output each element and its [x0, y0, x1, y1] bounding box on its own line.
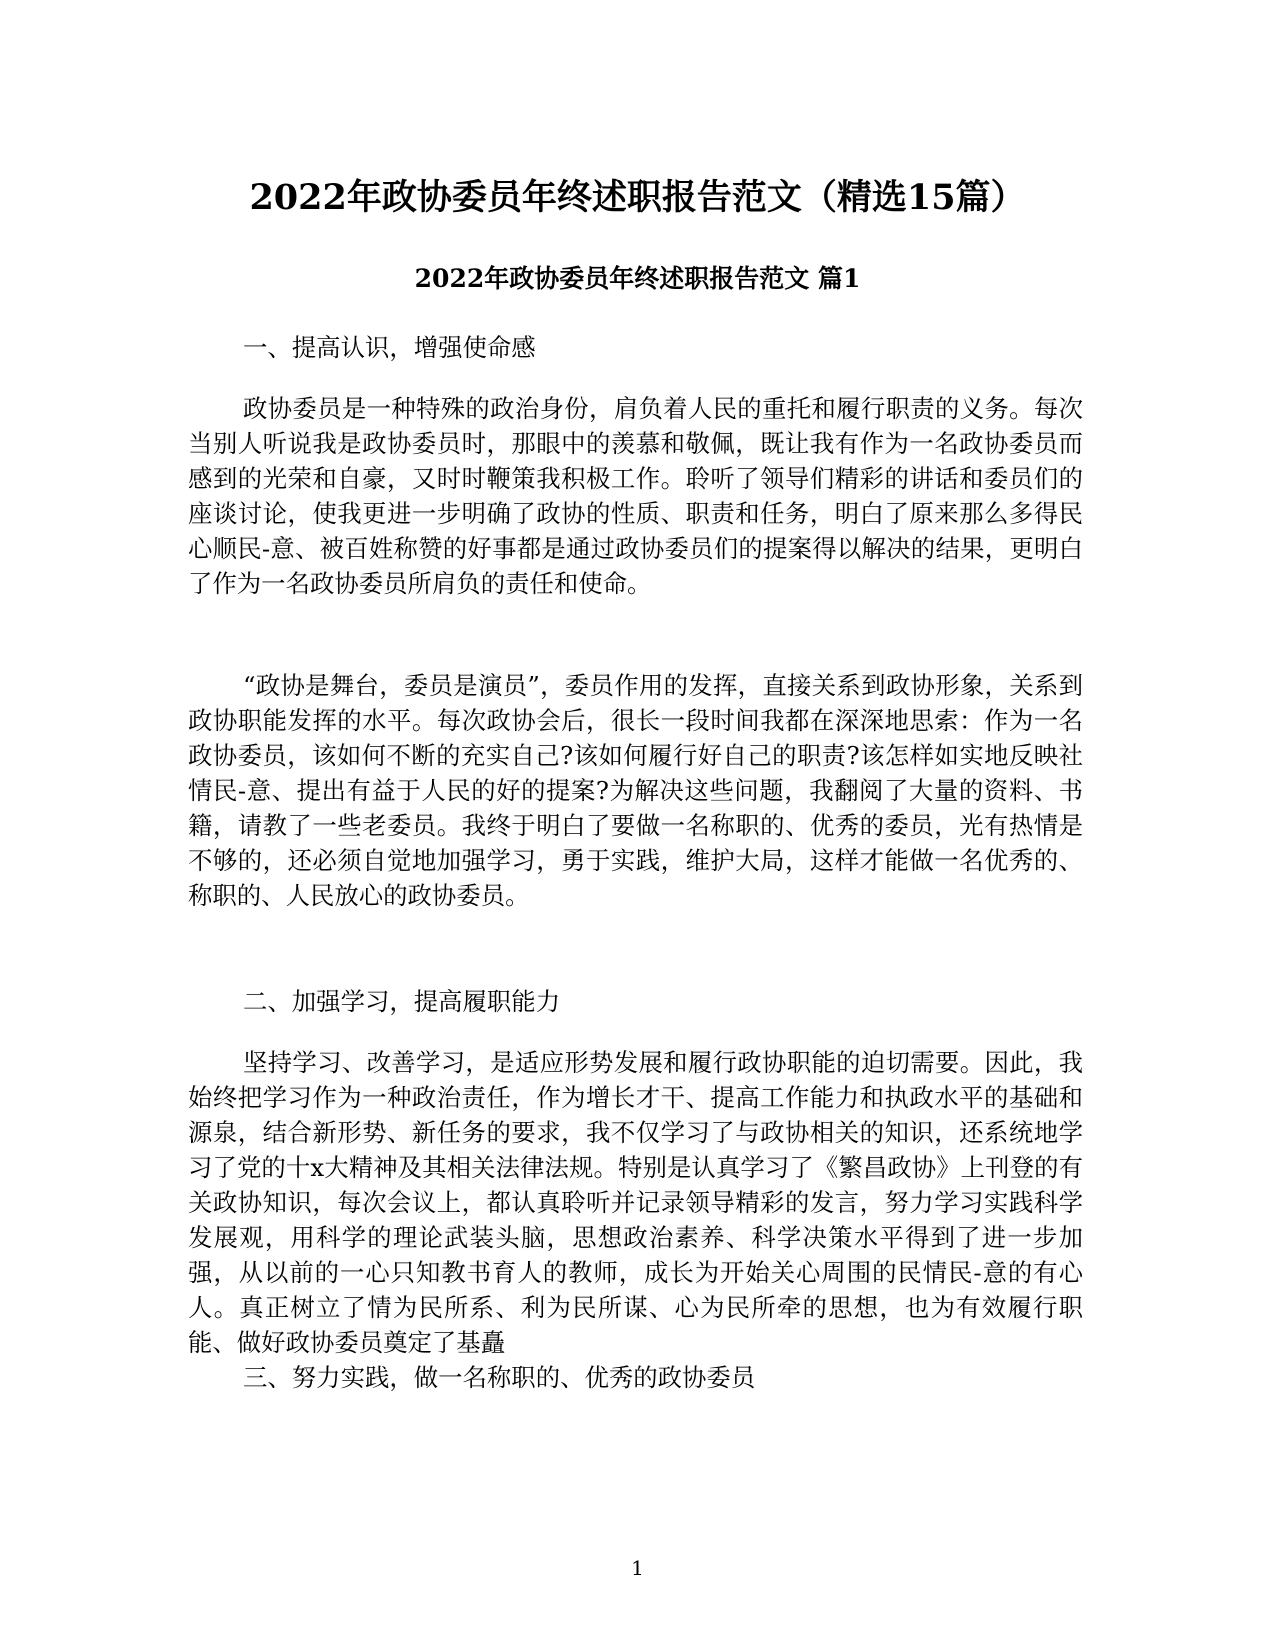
section-heading-2: 二、加强学习，提高履职能力 [243, 987, 561, 1016]
section-title: 2022年政协委员年终述职报告范文 篇1 [414, 264, 861, 293]
body-paragraph-2: “政协是舞台，委员是演员”，委员作用的发挥，直接关系到政协形象，关系到政协职能发挥的水平。每次政协会后，很长一段时间我都在深深地思索：作为一名政协委员，该如何不断的充实自己?该如何履行好自己的职责?该怎样如实地反映社情民-意、提出有益于人民的好的提案?为解决这些问题，我翻阅了大量的资料、书籍，请教了一些老委员。我终于明白了要做一名称职的、优秀的委员，光有热情是不够的，还必须自觉地加强学习，勇于实践，维护大局，这样才能做一名优秀的、称职的、人民放心的政协委员。 [188, 671, 1083, 910]
section-heading-3: 三、努力实践，做一名称职的、优秀的政协委员 [243, 1363, 756, 1392]
page-number: 1 [631, 1556, 644, 1580]
document-title: 2022年政协委员年终述职报告范文（精选15篇） [249, 177, 1026, 218]
body-paragraph-3: 坚持学习、改善学习，是适应形势发展和履行政协职能的迫切需要。因此，我始终把学习作为一种政治责任，作为增长才干、提高工作能力和执政水平的基础和源泉，结合新形势、新任务的要求，我不仅学习了与政协相关的知识，还系统地学习了党的十x大精神及其相关法律法规。特别是认真学习了《繁昌政协》上刊登的有关政协知识，每次会议上，都认真聆听并记录领导精彩的发言，努力学习实践科学发展观，用科学的理论武装头脑，思想政治素养、科学决策水平得到了进一步加强，从以前的一心只知教书育人的教师，成长为开始关心周围的民情民-意的有心人。真正树立了情为民所系、利为民所谋、心为民所牵的思想，也为有效履行职能、做好政协委员奠定了基矗 [188, 1048, 1083, 1357]
section-heading-1: 一、提高认识，增强使命感 [243, 333, 536, 362]
body-paragraph-1: 政协委员是一种特殊的政治身份，肩负着人民的重托和履行职责的义务。每次当别人听说我是政协委员时，那眼中的羡慕和敬佩，既让我有作为一名政协委员而感到的光荣和自豪，又时时鞭策我积极工作。聆听了领导们精彩的讲话和委员们的座谈讨论，使我更进一步明确了政协的性质、职责和任务，明白了原来那么多得民心顺民-意、被百姓称赞的好事都是通过政协委员们的提案得以解决的结果，更明白了作为一名政协委员所肩负的责任和使命。 [188, 394, 1083, 598]
